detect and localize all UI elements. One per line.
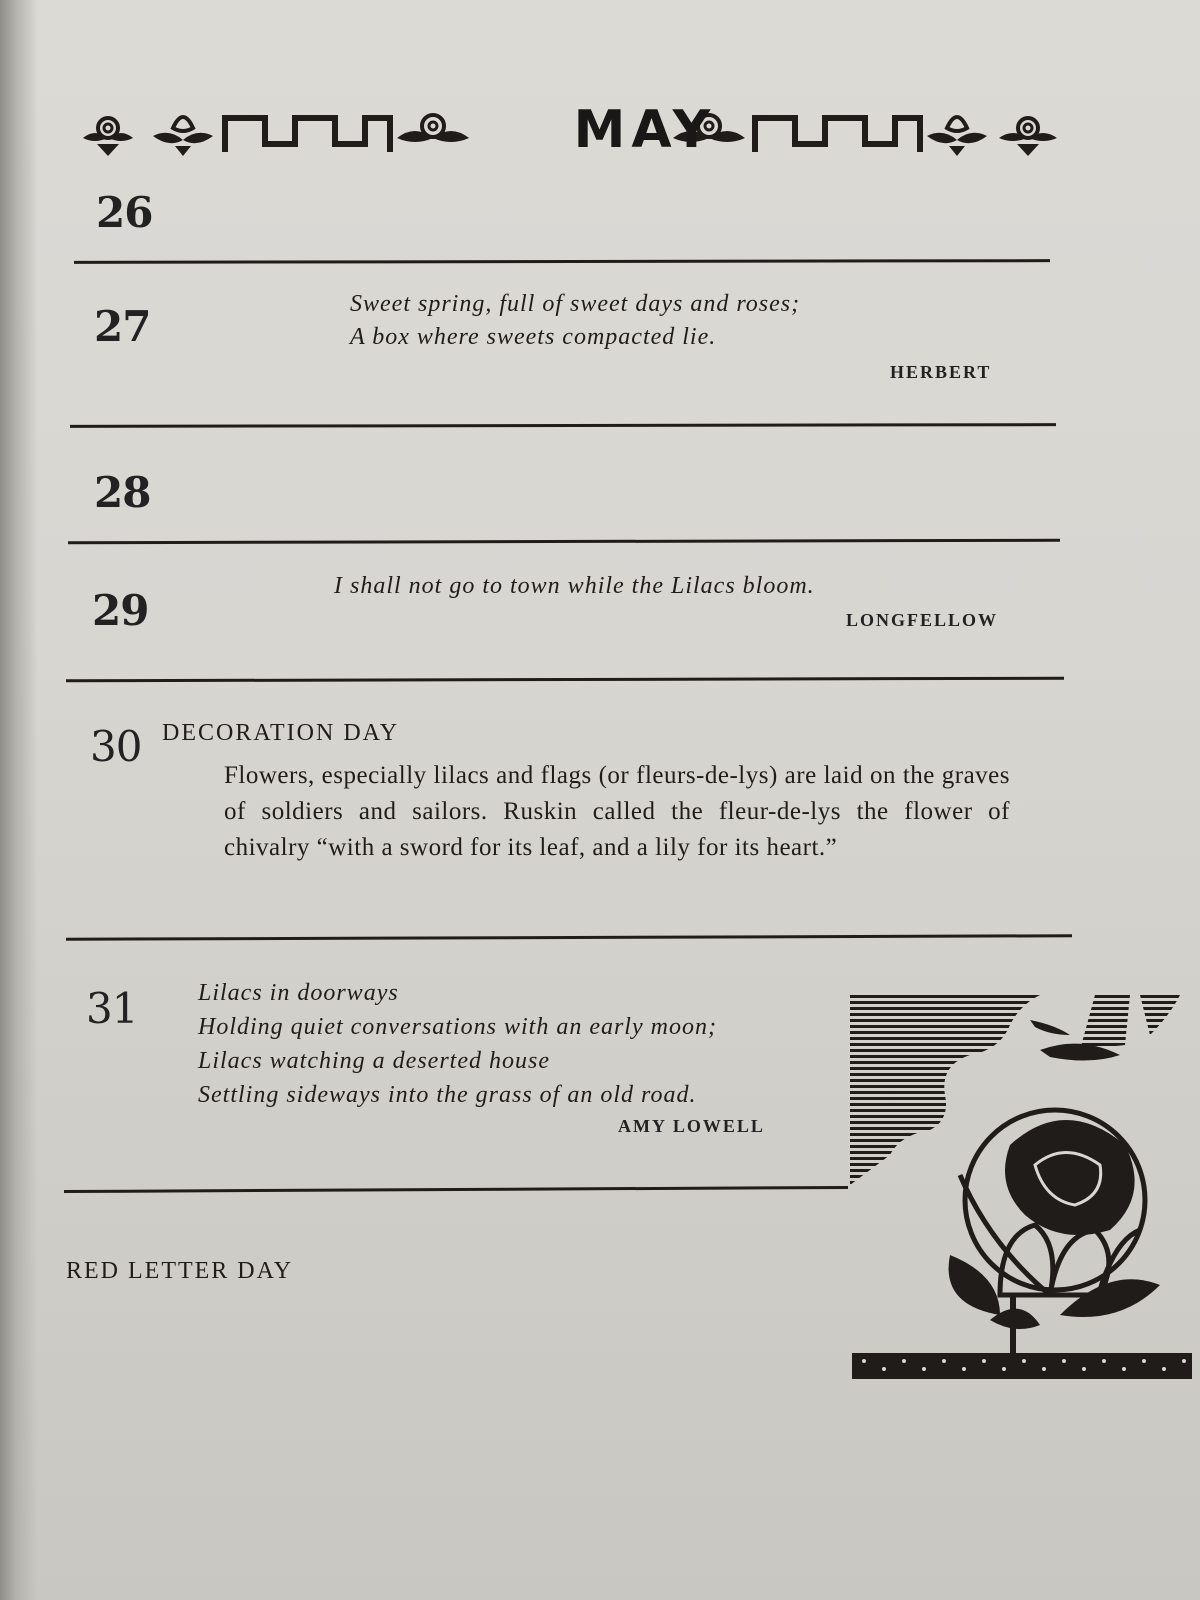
book-gutter-shadow: [0, 0, 38, 1600]
quote-author: AMY LOWELL: [618, 1116, 765, 1136]
divider: [74, 259, 1050, 264]
quote-line: A box where sweets compacted lie.: [350, 324, 717, 350]
quote-31: [198, 976, 838, 1112]
swirl-flower-icon: [397, 115, 469, 142]
quote-author: LONGFELLOW: [846, 610, 999, 630]
month-title: MAY: [573, 100, 717, 160]
day-number-27: 27: [94, 302, 151, 351]
quote-author: HERBERT: [890, 362, 992, 382]
day-number-29: 29: [92, 586, 149, 635]
divider: [68, 539, 1060, 545]
quote-27: [350, 288, 910, 354]
day-number-28: 28: [94, 468, 151, 517]
holiday-title: DECORATION DAY: [162, 720, 400, 746]
flower-illustration: [850, 995, 1200, 1385]
dotted-ground-bar: [852, 1353, 1192, 1379]
holiday-note: Flowers, especially lilacs and flags (or fleurs-de-lys) are laid on the graves of soldiers and sailors. Ruskin called the fleur-de-lys the flower of chivalry “with a sword for its leaf, and a lily for its heart.”: [224, 762, 1010, 861]
quote-line: Lilacs watching a deserted house: [198, 1048, 550, 1074]
quote-line: Sweet spring, full of sweet days and roses;: [350, 291, 801, 317]
divider: [66, 677, 1064, 683]
quote-line: Holding quiet conversations with an early moon;: [198, 1014, 717, 1040]
divider: [70, 423, 1056, 428]
tulip-icon: [153, 117, 213, 156]
day-number-26: 26: [96, 188, 153, 237]
red-letter-day-label: RED LETTER DAY: [66, 1258, 294, 1284]
greek-key-band: [755, 118, 920, 152]
greek-key-band: [225, 118, 390, 152]
day-number-31: 31: [86, 984, 138, 1033]
swirl-flower-icon: [83, 118, 133, 156]
quote-29: [334, 570, 974, 603]
quote-line: I shall not go to town while the Lilacs bloom.: [334, 573, 815, 599]
month-header: [75, 100, 1065, 160]
tulip-icon: [927, 117, 987, 156]
bird-icon: [1030, 995, 1180, 1061]
peony-flower-icon: [960, 1110, 1145, 1295]
divider: [64, 1186, 848, 1193]
day-number-30: 30: [90, 722, 142, 771]
swirl-flower-icon: [999, 118, 1057, 156]
divider: [66, 934, 1072, 941]
quote-line: Lilacs in doorways: [198, 980, 399, 1006]
quote-line: Settling sideways into the grass of an old road.: [198, 1082, 697, 1108]
